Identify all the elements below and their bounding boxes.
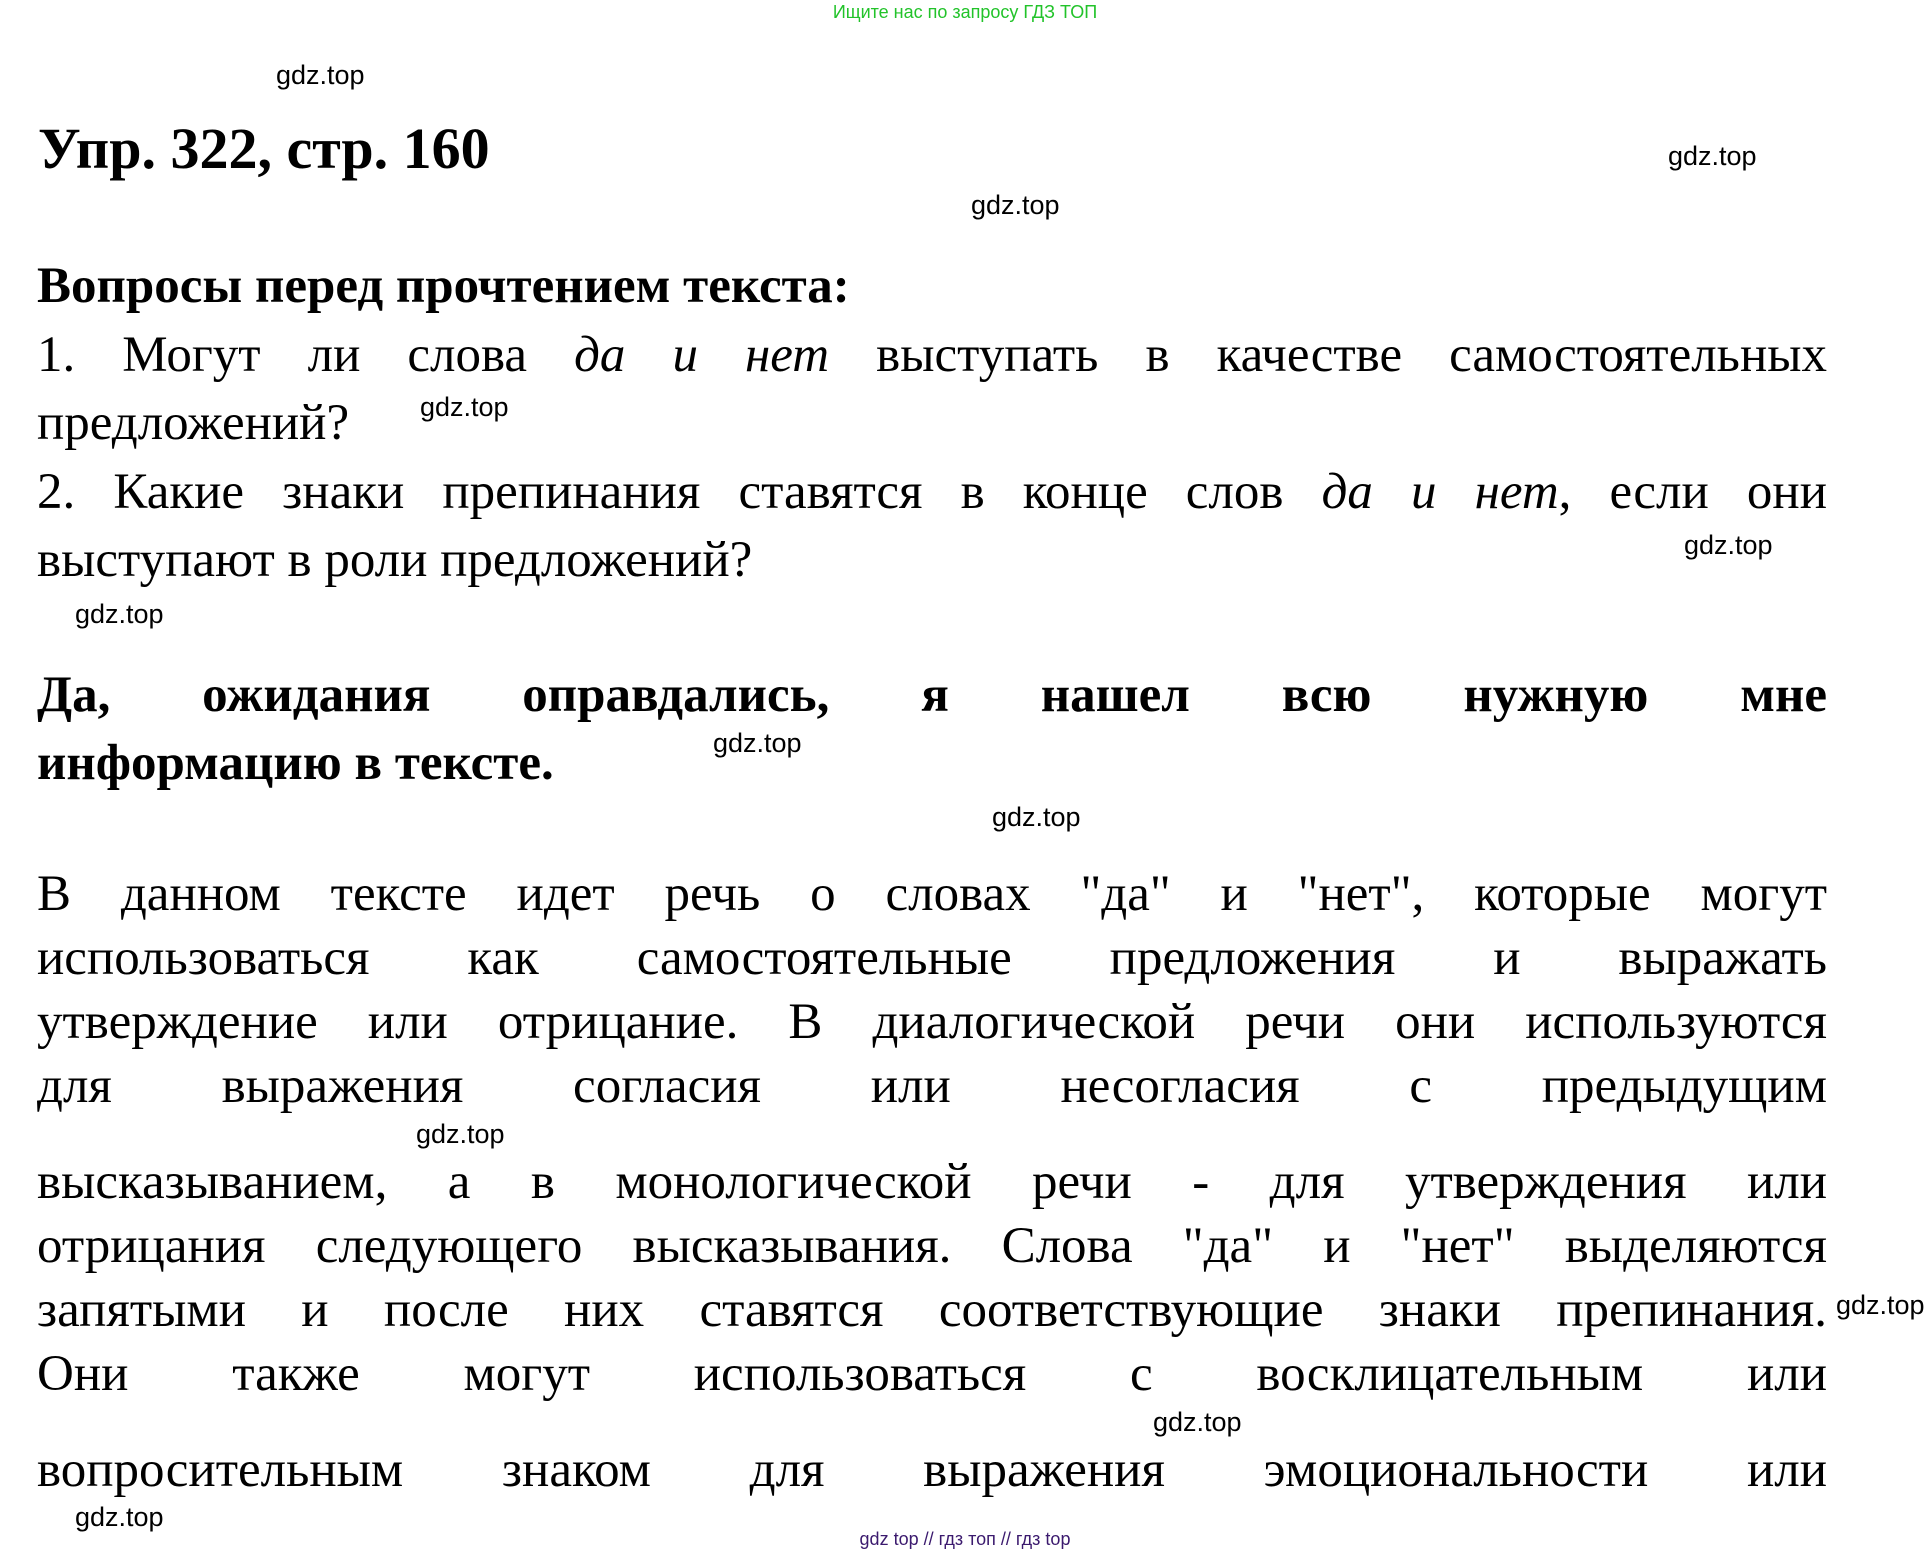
body-line: утверждение или отрицание. В диалогической речи они используются: [37, 994, 1827, 1050]
text-segment: предложений?: [37, 395, 350, 451]
text-segment: выступать в качестве самостоятельных: [829, 327, 1827, 383]
body-line: отрицания следующего высказывания. Слова "да" и "нет" выделяются: [37, 1218, 1827, 1274]
question-line: [37, 458, 1827, 526]
answer-line: информацию в тексте.: [37, 735, 554, 791]
body-line: вопросительным знаком для выражения эмоциональности или: [37, 1442, 1827, 1498]
questions-heading: Вопросы перед прочтением текста:: [37, 258, 850, 314]
italic-term: да и нет: [1321, 464, 1559, 520]
watermark: gdz.top: [992, 802, 1081, 832]
body-line: В данном тексте идет речь о словах "да" и "нет", которые могут: [37, 866, 1827, 922]
body-line: запятыми и после них ставятся соответствующие знаки препинания.: [37, 1282, 1827, 1338]
watermark: gdz.top: [971, 190, 1060, 220]
body-line: использоваться как самостоятельные предложения и выражать: [37, 930, 1827, 986]
watermark: gdz.top: [75, 599, 164, 629]
text-segment: , если они: [1558, 464, 1827, 520]
watermark: gdz.top: [75, 1502, 164, 1532]
question-line: [37, 526, 752, 594]
body-line: Они также могут использоваться с восклицательным или: [37, 1346, 1827, 1402]
watermark: gdz.top: [1668, 141, 1757, 171]
body-line: для выражения согласия или несогласия с предыдущим: [37, 1058, 1827, 1114]
italic-term: да и нет: [574, 327, 830, 383]
watermark: gdz.top: [420, 392, 509, 422]
bottom-banner[interactable]: gdz top // гдз топ // гдз top: [859, 1529, 1071, 1549]
question-line: [37, 389, 349, 457]
watermark: gdz.top: [276, 60, 365, 90]
text-segment: 1. Могут ли слова: [37, 327, 575, 383]
watermark: gdz.top: [416, 1119, 505, 1149]
watermark: gdz.top: [1836, 1290, 1925, 1320]
body-line: высказыванием, а в монологической речи - для утверждения или: [37, 1154, 1827, 1210]
watermark: gdz.top: [1684, 530, 1773, 560]
page-title: Упр. 322, стр. 160: [38, 116, 490, 181]
watermark: gdz.top: [713, 728, 802, 758]
answer-line: Да, ожидания оправдались, я нашел всю нужную мне: [37, 667, 1827, 723]
watermark: gdz.top: [1153, 1407, 1242, 1437]
question-line: [37, 321, 1827, 389]
top-banner[interactable]: Ищите нас по запросу ГДЗ ТОП: [832, 2, 1098, 22]
text-segment: выступают в роли предложений?: [37, 532, 753, 588]
text-segment: 2. Какие знаки препинания ставятся в конце слов: [37, 464, 1322, 520]
